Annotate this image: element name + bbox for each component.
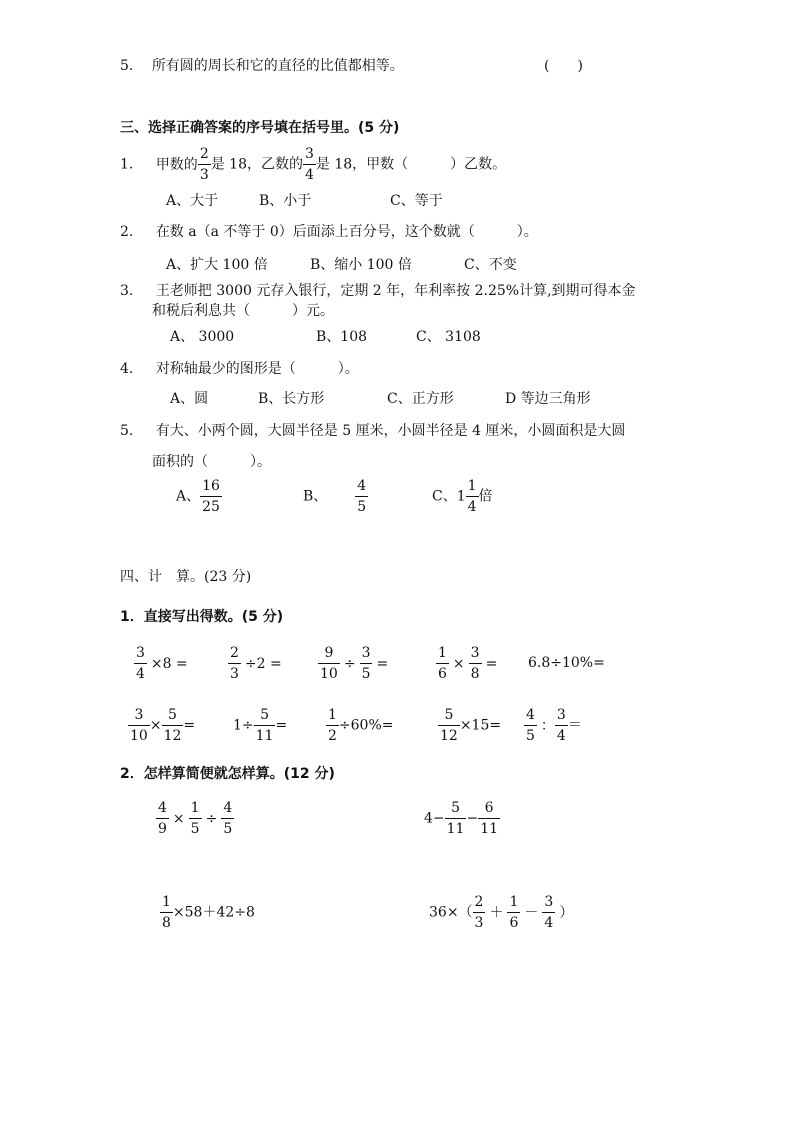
- question-text: 对称轴最少的图形是（ ）。: [155, 361, 359, 377]
- calc-expression: $\frac{1}{2}$ ÷60%=: [328, 707, 394, 745]
- fraction: $\frac{3}{5}$: [361, 645, 371, 683]
- question-number: 5.: [120, 423, 134, 439]
- option-b: B、 $\frac{4}{5}$: [303, 478, 367, 516]
- calc-expression: $\frac{5}{12}$ ×15=: [440, 707, 502, 745]
- fraction: $\frac{3}{10}$: [130, 707, 148, 745]
- question-5-statement: [120, 59, 404, 73]
- question-text-continued: 和税后利息共（ ）元。: [152, 303, 334, 319]
- choice-question-3: [120, 284, 636, 298]
- question-text: 有大、小两个圆，大圆半径是 5 厘米，小圆半径是 4 厘米，小圆面积是大圆: [155, 423, 626, 439]
- question-number: 2.: [120, 224, 134, 240]
- simplify-problem-2: 4− $\frac{5}{11}$ − $\frac{6}{11}$: [424, 800, 499, 838]
- fraction: $\frac{1}{8}$: [162, 894, 171, 932]
- fraction: $\frac{3}{4}$: [556, 707, 566, 745]
- fraction: $\frac{1}{2}$: [328, 707, 337, 745]
- choice-question-1: [120, 146, 506, 183]
- option-a: A、大于: [166, 193, 219, 209]
- answer-parentheses: ( ): [544, 58, 583, 74]
- fraction: $\frac{4}{5}$: [223, 800, 233, 838]
- option-a: A、扩大 100 倍: [166, 257, 268, 273]
- option-b: B、长方形: [258, 391, 325, 407]
- calc-expression: $\frac{1}{6}$ × $\frac{3}{8}$ =: [438, 645, 498, 683]
- fraction: $\frac{1}{6}$: [438, 645, 447, 683]
- fraction: $\frac{5}{12}$: [440, 707, 458, 745]
- fraction: $\frac{5}{12}$: [163, 707, 182, 745]
- fraction: $\frac{9}{10}$: [320, 645, 338, 683]
- simplify-problem-4: 36×（ $\frac{2}{3}$ ＋ $\frac{1}{6}$ － $\frac{3}{4}$ ）: [429, 894, 574, 932]
- choice-question-5: [120, 424, 625, 438]
- fraction: $\frac{5}{11}$: [255, 707, 274, 745]
- fraction: $\frac{3}{4}$: [544, 894, 554, 932]
- calc-expression: 1÷ $\frac{5}{11}$ =: [233, 707, 288, 745]
- fraction: $\frac{2}{3}$: [230, 645, 239, 683]
- option-c: C、等于: [390, 193, 443, 209]
- calc-expression: $\frac{9}{10}$ ÷ $\frac{3}{5}$ =: [320, 645, 389, 683]
- fraction: $\frac{1}{6}$: [509, 894, 519, 932]
- option-c: C、正方形: [387, 391, 454, 407]
- fraction: $\frac{16}{25}$: [202, 478, 220, 516]
- question-text: 是 18，甲数（ ）乙数。: [315, 156, 507, 173]
- question-number: 1.: [120, 156, 134, 173]
- calc-expression: $\frac{3}{10}$ × $\frac{5}{12}$ =: [130, 707, 196, 745]
- question-text: 甲数的: [155, 156, 198, 173]
- choice-question-4: [120, 362, 359, 376]
- simplify-problem-3: $\frac{1}{8}$ ×58＋42÷8: [162, 894, 255, 932]
- fraction: $\frac{5}{11}$: [446, 800, 465, 838]
- calc-expression: $\frac{3}{4}$ ×8 =: [136, 645, 188, 683]
- fraction: $\frac{2}{3}$: [199, 146, 209, 184]
- fraction: $\frac{2}{3}$: [474, 894, 484, 932]
- option-c: C、不变: [464, 257, 517, 273]
- section-4-heading: 四、计 算。(23 分): [120, 569, 252, 585]
- option-d: D 等边三角形: [505, 391, 591, 407]
- fraction: $\frac{3}{4}$: [305, 146, 314, 184]
- option-a: A、圆: [170, 391, 209, 407]
- option-b: B、缩小 100 倍: [310, 257, 412, 273]
- fraction: $\frac{4}{9}$: [158, 800, 167, 838]
- question-number: 3.: [120, 283, 134, 299]
- fraction: $\frac{1}{5}$: [190, 800, 200, 838]
- calc-expression: $\frac{2}{3}$ ÷2 =: [230, 645, 282, 683]
- fraction: $\frac{3}{4}$: [136, 645, 145, 683]
- question-text: 是 18，乙数的: [210, 156, 303, 173]
- fraction: $\frac{4}{5}$: [357, 478, 367, 516]
- section-3-heading: 三、选择正确答案的序号填在括号里。(5 分): [120, 120, 400, 136]
- calc-expression: $\frac{4}{5}$ ： $\frac{3}{4}$ ＝: [526, 707, 582, 745]
- subsection-1-heading: 1．直接写出得数。(5 分): [120, 609, 284, 625]
- option-c: C、1 $\frac{1}{4}$ 倍: [432, 478, 493, 516]
- question-text-continued: 面积的（ ）。: [152, 454, 271, 470]
- choice-question-2: [120, 225, 538, 239]
- calc-expression: 6.8÷10%=: [528, 655, 605, 671]
- question-number: 4.: [120, 361, 134, 377]
- option-a: A、 3000: [170, 329, 235, 345]
- subsection-2-heading: 2．怎样算简便就怎样算。(12 分): [120, 766, 335, 782]
- fraction: $\frac{6}{11}$: [480, 800, 499, 838]
- fraction: $\frac{4}{5}$: [526, 707, 535, 745]
- option-c: C、 3108: [416, 329, 481, 345]
- question-number: 5.: [120, 58, 134, 74]
- option-b: B、小于: [259, 193, 312, 209]
- question-text: 王老师把 3000 元存入银行，定期 2 年，年利率按 2.25%计算,到期可得本金: [155, 283, 636, 299]
- option-a: A、 $\frac{16}{25}$: [176, 478, 220, 516]
- simplify-problem-1: $\frac{4}{9}$ × $\frac{1}{5}$ ÷ $\frac{4}{5}$: [158, 800, 233, 838]
- question-text: 所有圆的周长和它的直径的比值都相等。: [151, 58, 404, 74]
- fraction: $\frac{1}{4}$: [467, 478, 477, 516]
- question-text: 在数 a（a 不等于 0）后面添上百分号，这个数就（ ）。: [155, 224, 538, 240]
- fraction: $\frac{3}{8}$: [470, 645, 480, 683]
- option-b: B、108: [316, 329, 368, 345]
